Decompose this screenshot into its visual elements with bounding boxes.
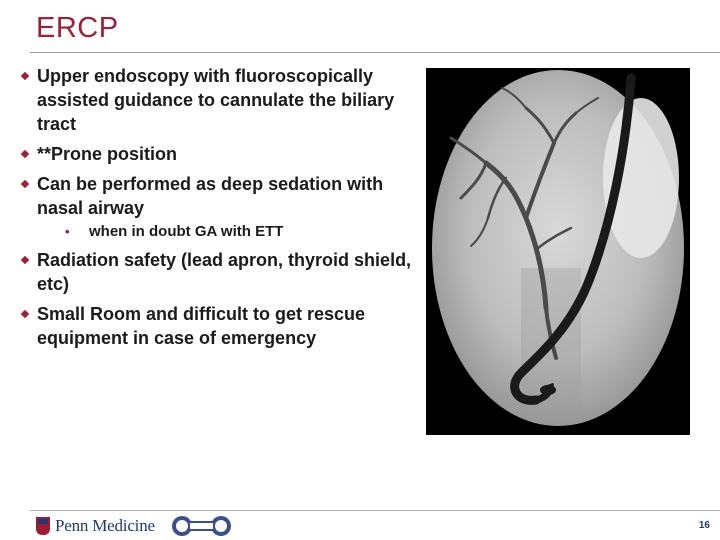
diamond-bullet-icon [21, 150, 29, 158]
title-divider [30, 52, 720, 53]
bullet-text: **Prone position [37, 144, 178, 164]
bullet-text: Radiation safety (lead apron, thyroid shield, etc) [37, 250, 412, 294]
bullet-item [18, 172, 418, 242]
bullet-list [18, 64, 418, 356]
bullet-item [18, 302, 418, 350]
diamond-bullet-icon [21, 310, 29, 318]
sub-bullet-list [37, 222, 418, 242]
logo-text: Penn Medicine [55, 516, 155, 535]
bullet-item [18, 64, 418, 136]
bullet-item [18, 142, 418, 166]
penn-shield-icon [36, 517, 50, 535]
bullet-text: Upper endoscopy with fluoroscopically assisted guidance to cannulate the biliary tract [37, 66, 395, 134]
bullet-text: Can be performed as deep sedation with nasal airway [37, 174, 384, 218]
footer-divider [30, 510, 720, 511]
penn-medicine-logo [36, 515, 155, 537]
diamond-bullet-icon [21, 256, 29, 264]
sub-bullet-item [37, 222, 418, 242]
bullet-text: Small Room and difficult to get rescue equipment in case of emergency [37, 304, 366, 348]
diamond-bullet-icon [21, 72, 29, 80]
diamond-bullet-icon [21, 180, 29, 188]
bullet-item [18, 248, 418, 296]
page-number: 16 [698, 520, 710, 531]
partner-logo [166, 515, 238, 537]
sub-bullet-text: when in doubt GA with ETT [89, 223, 284, 240]
dot-bullet-icon: • [65, 224, 70, 239]
slide-title: ERCP [36, 12, 119, 44]
ercp-fluoroscopy-image [426, 68, 690, 435]
